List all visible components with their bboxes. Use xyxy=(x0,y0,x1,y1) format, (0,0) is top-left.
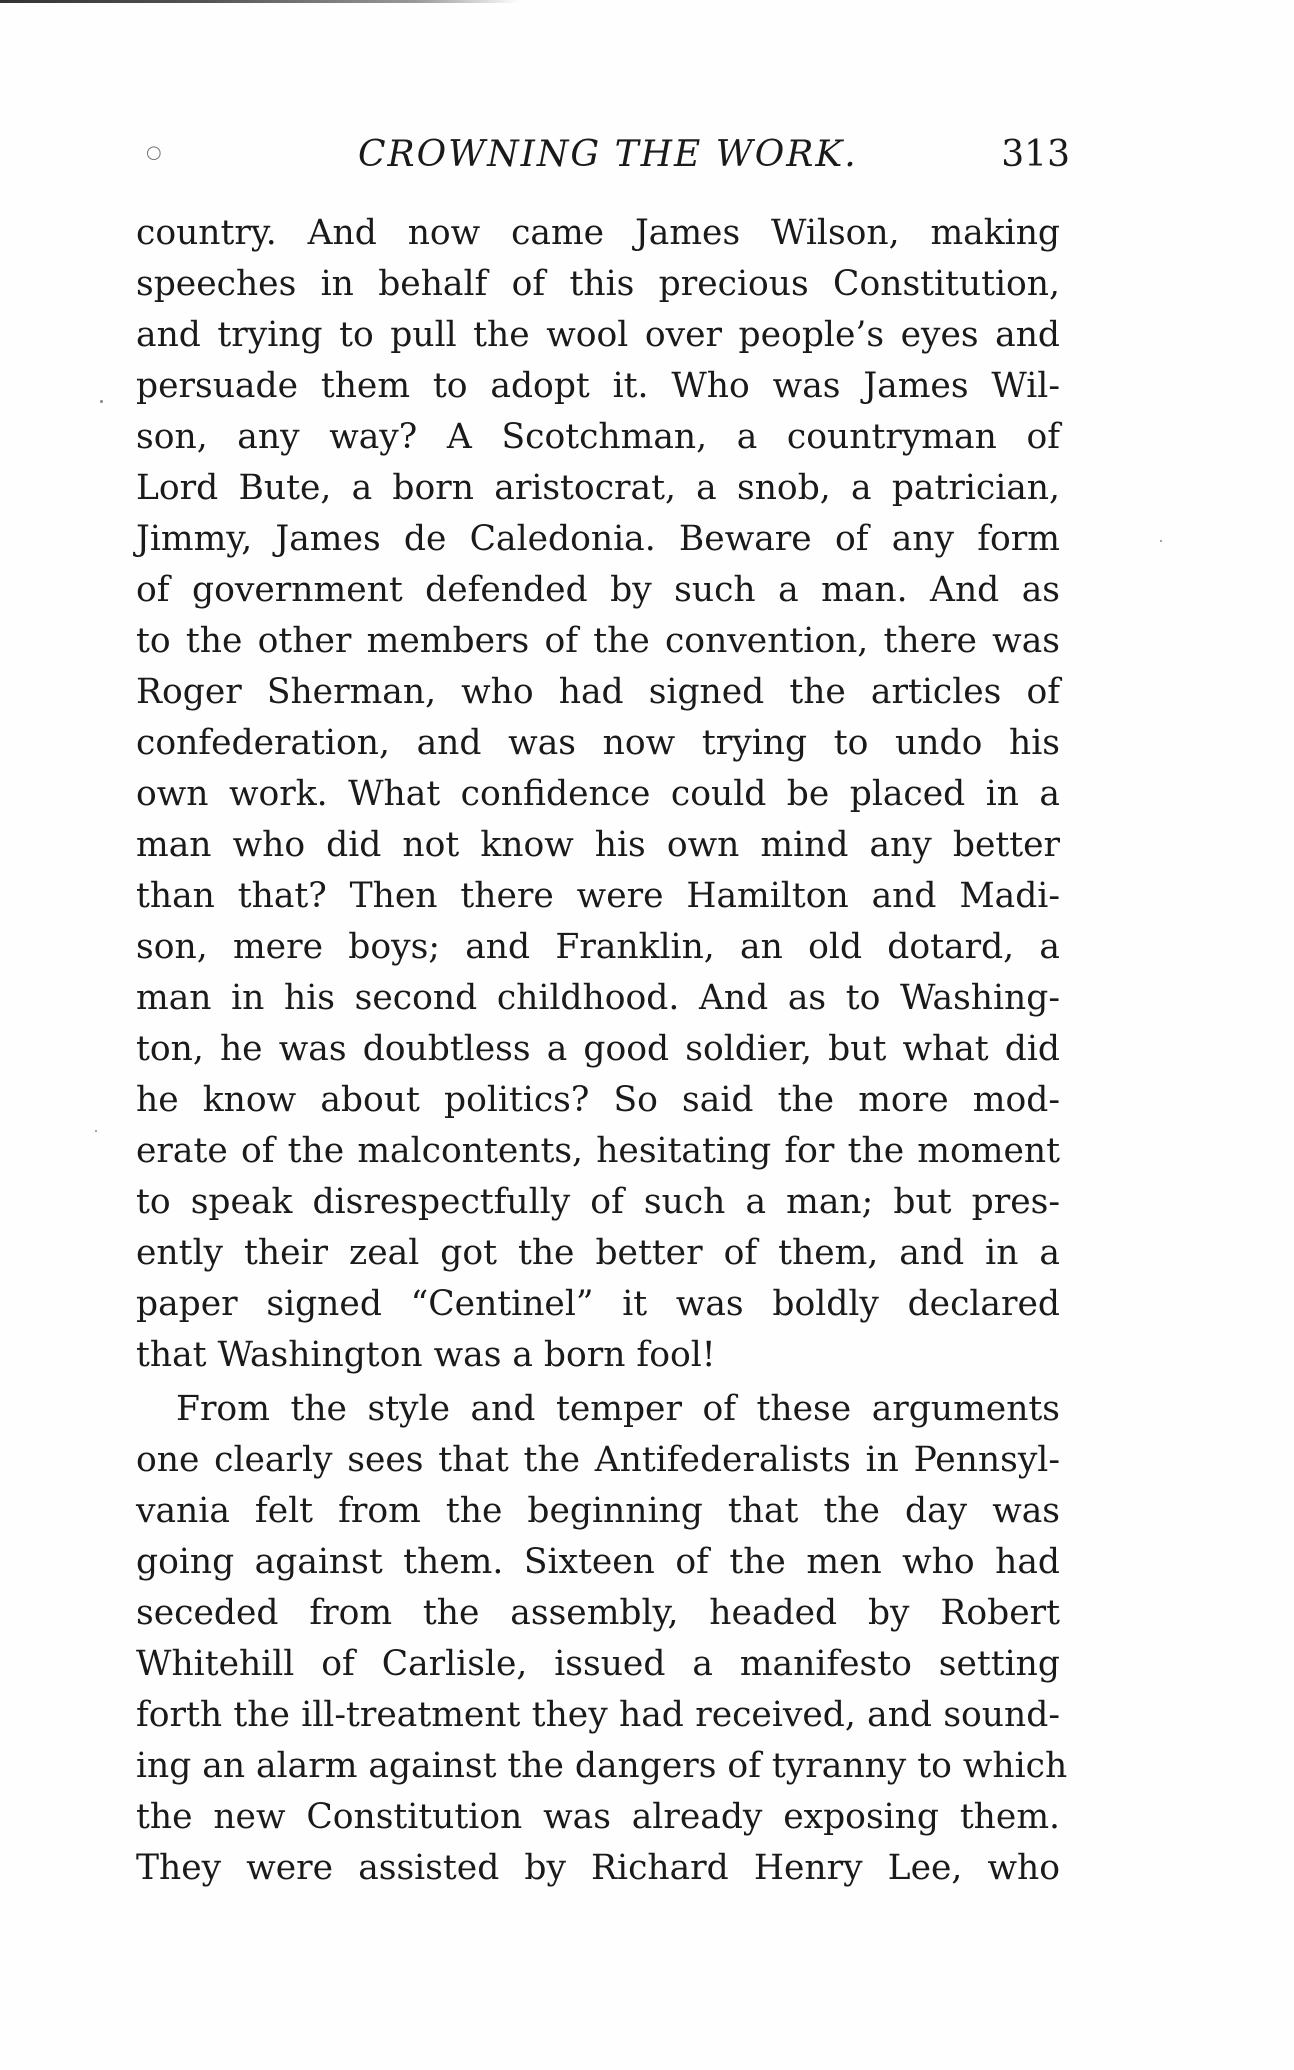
text-line: confederation, and was now trying to undo his xyxy=(136,723,1060,763)
text-line: ently their zeal got the better of them, and in a xyxy=(136,1233,1060,1273)
page-number: 313 xyxy=(1001,134,1070,175)
margin-mark-icon: ○ xyxy=(146,142,162,163)
paper-speck xyxy=(95,1130,97,1132)
text-line: son, mere boys; and Franklin, an old dotard, a xyxy=(136,927,1060,967)
text-line: son, any way? A Scotchman, a countryman of xyxy=(136,417,1060,457)
paragraph-1 xyxy=(136,208,1060,1381)
text-line: They were assisted by Richard Henry Lee, who xyxy=(136,1848,1060,1888)
text-line: own work. What confidence could be placed in a xyxy=(136,774,1060,814)
paper-speck xyxy=(100,400,103,403)
text-line: that Washington was a born fool! xyxy=(136,1335,716,1375)
text-line: the new Constitution was already exposing them. xyxy=(136,1797,1060,1837)
text-line: seceded from the assembly, headed by Robert xyxy=(136,1593,1060,1633)
page-header xyxy=(140,134,1070,184)
text-line: vania felt from the beginning that the day was xyxy=(136,1491,1060,1531)
text-line: than that? Then there were Hamilton and Madi- xyxy=(136,876,1060,916)
text-line: one clearly sees that the Antifederalists in Pennsyl- xyxy=(136,1440,1060,1480)
text-line: man who did not know his own mind any better xyxy=(136,825,1060,865)
text-line: to speak disrespectfully of such a man; but pres- xyxy=(136,1182,1060,1222)
text-line: to the other members of the convention, there was xyxy=(136,621,1060,661)
text-line: ton, he was doubtless a good soldier, but what did xyxy=(136,1029,1060,1069)
text-line: of government defended by such a man. And as xyxy=(136,570,1060,610)
text-line: speeches in behalf of this precious Constitution, xyxy=(136,264,1060,304)
paragraph-2 xyxy=(136,1384,1068,1894)
text-line: he know about politics? So said the more mod- xyxy=(136,1080,1060,1120)
body-text xyxy=(136,208,1068,1894)
text-line: man in his second childhood. And as to Washing- xyxy=(136,978,1060,1018)
text-line: Roger Sherman, who had signed the articles of xyxy=(136,672,1060,712)
text-line: and trying to pull the wool over people’s eyes and xyxy=(136,315,1060,355)
text-line: Lord Bute, a born aristocrat, a snob, a patrician, xyxy=(136,468,1060,508)
text-line: country. And now came James Wilson, making xyxy=(136,213,1060,253)
scan-edge-rule xyxy=(0,0,520,3)
text-line: forth the ill-treatment they had received, and sound- xyxy=(136,1695,1060,1735)
text-line: going against them. Sixteen of the men who had xyxy=(136,1542,1060,1582)
paper-speck xyxy=(1160,540,1162,542)
text-line: ing an alarm against the dangers of tyranny to which xyxy=(136,1746,1068,1786)
text-line: Whitehill of Carlisle, issued a manifesto setting xyxy=(136,1644,1060,1684)
text-line: paper signed “Centinel” it was boldly declared xyxy=(136,1284,1060,1324)
text-line: persuade them to adopt it. Who was James Wil- xyxy=(136,366,1060,406)
text-line: erate of the malcontents, hesitating for the moment xyxy=(136,1131,1060,1171)
running-head: CROWNING THE WORK. xyxy=(358,134,858,175)
text-line: Jimmy, James de Caledonia. Beware of any form xyxy=(136,519,1060,559)
text-line: From the style and temper of these arguments xyxy=(176,1389,1060,1429)
